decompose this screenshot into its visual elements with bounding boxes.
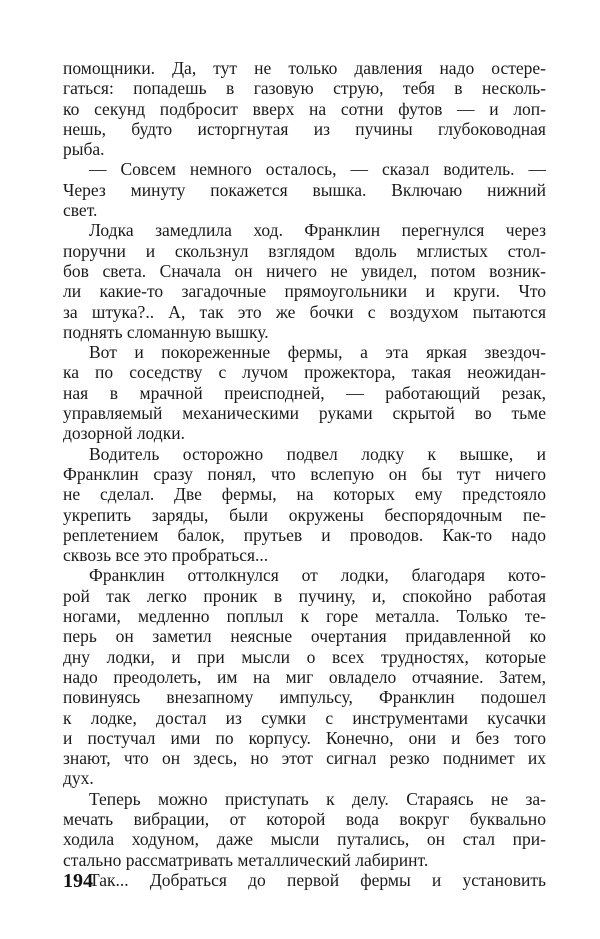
text-line: дух. (63, 768, 94, 789)
text-line: повинуясь внезапному импульсу, Франклин подошел (63, 687, 546, 708)
text-line: ходила ходуном, даже мысли путались, он стал при- (63, 829, 546, 850)
text-line: свет. (63, 200, 98, 221)
text-line: знают, что он здесь, но этот сигнал резко поднимет их (63, 748, 546, 769)
text-line: укрепить заряды, были окружены беспорядочным пе- (63, 504, 546, 525)
text-line: ная в мрачной преисподней, — работающий резак, (63, 382, 546, 403)
text-line: ногами, медленно поплыл к горе металла. Только те- (63, 606, 546, 627)
text-line: поручни и скользнул взглядом вдоль мглистых стол- (63, 240, 546, 261)
text-line: Водитель осторожно подвел лодку к вышке, и (89, 443, 546, 464)
book-page-text (63, 58, 546, 890)
text-line: Лодка замедлила ход. Франклин перегнулся через (89, 220, 546, 241)
text-line: и постучал ими по корпусу. Конечно, они и без того (63, 727, 546, 748)
text-line: рыба. (63, 139, 105, 160)
text-line: Так... Добраться до первой фермы и установить (89, 869, 546, 890)
text-line: Вот и покореженные фермы, а эта яркая звездоч- (89, 342, 546, 363)
text-line: за штука?.. А, так это же бочки с воздухом пытаются (63, 301, 546, 322)
text-line: перь он заметил неясные очертания придавленной ко (63, 626, 546, 647)
text-line: реплетением балок, прутьев и проводов. Как-то надо (63, 524, 546, 545)
text-line: рой так легко проник в пучину, и, спокойно работая (63, 585, 546, 606)
text-line: ка по соседству с лучом прожектора, такая неожидан- (63, 362, 546, 383)
paragraph (63, 220, 546, 342)
text-line: к лодке, достал из сумки с инструментами кусачки (63, 707, 546, 728)
text-line: Через минуту покажется вышка. Включаю нижний (63, 179, 546, 200)
text-line: Франклин сразу понял, что вслепую он бы тут ничего (63, 463, 546, 484)
text-line: дозорной лодки. (63, 423, 185, 444)
text-line: сквозь все это пробраться... (63, 545, 269, 566)
text-line: надо преодолеть, им на миг овладело отчаяние. Затем, (63, 666, 546, 687)
paragraph (63, 789, 546, 870)
text-line: ко секунд подбросит вверх на сотни футов — и лоп- (63, 98, 546, 119)
page-number: 194 (63, 870, 93, 892)
text-line: ли какие-то загадочные прямоугольники и круги. Что (63, 281, 546, 302)
paragraph (63, 565, 546, 788)
text-line: — Совсем немного осталось, — сказал водитель. — (89, 159, 546, 180)
text-line: Теперь можно приступать к делу. Стараясь не за- (89, 788, 546, 809)
paragraph (63, 159, 546, 220)
text-line: поднять сломанную вышку. (63, 321, 269, 342)
text-line: нешь, будто исторгнутая из пучины глубоководная (63, 118, 546, 139)
text-line: гаться: попадешь в газовую струю, тебя в несколь- (63, 78, 546, 99)
text-line: Франклин оттолкнулся от лодки, благодаря кото- (89, 565, 546, 586)
text-line: стально рассматривать металлический лабиринт. (63, 849, 429, 870)
paragraph (63, 58, 546, 159)
paragraph (63, 870, 546, 890)
text-line: помощники. Да, тут не только давления надо остере- (63, 58, 546, 78)
paragraph (63, 444, 546, 566)
text-line: дну лодки, и при мысли о всех трудностях, которые (63, 646, 546, 667)
text-line: не сделал. Две фермы, на которых ему предстояло (63, 484, 546, 505)
text-line: бов света. Сначала он ничего не увидел, потом возник- (63, 260, 546, 281)
text-line: мечать вибрации, от которой вода вокруг буквально (63, 808, 546, 829)
text-line: управляемый механическими руками скрытой во тьме (63, 403, 546, 424)
paragraph (63, 342, 546, 443)
